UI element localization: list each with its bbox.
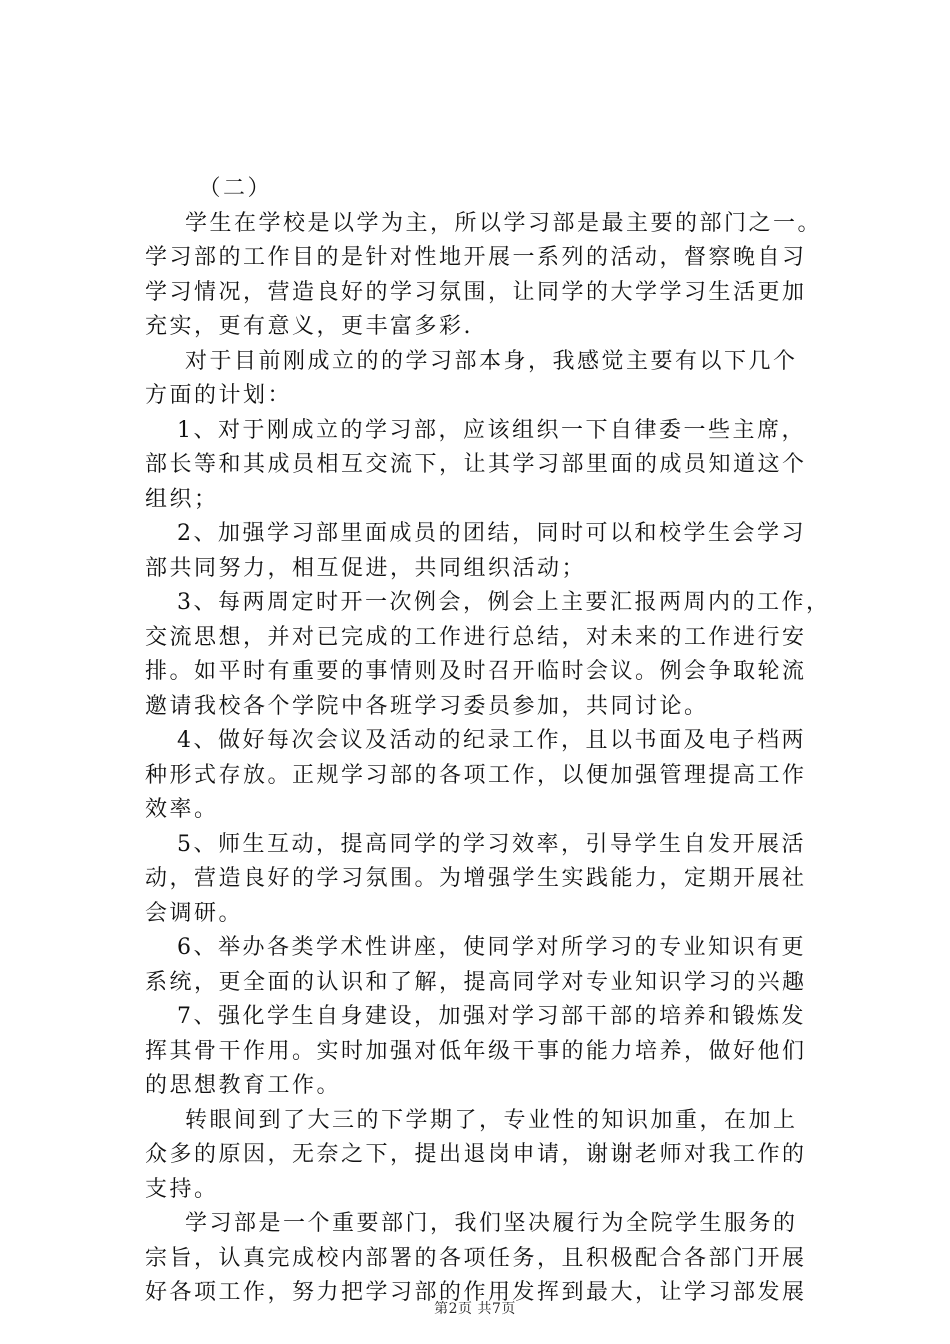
text-line: 5、师生互动，提高同学的学习效率，引导学生自发开展活 xyxy=(177,831,806,857)
text-line: 学习情况，营造良好的学习氛围，让同学的大学学习生活更加 xyxy=(145,279,807,305)
text-line: 7、强化学生自身建设，加强对学习部干部的培养和锻炼发 xyxy=(177,1004,806,1029)
text-line: 充实，更有意义，更丰富多彩. xyxy=(145,314,473,339)
text-line: 排。如平时有重要的事情则及时召开临时会议。例会争取轮流 xyxy=(145,659,807,684)
text-line: 部共同努力，相互促进，共同组织活动； xyxy=(145,555,587,581)
text-line: 学生在学校是以学为主，所以学习部是最主要的部门之一。 xyxy=(185,210,823,236)
text-line: 邀请我校各个学院中各班学习委员参加，共同讨论。 xyxy=(145,693,709,719)
text-line: 3、每两周定时开一次例会，例会上主要汇报两周内的工作， xyxy=(177,590,831,615)
text-line: 系统，更全面的认识和了解，提高同学对专业知识学习的兴趣 xyxy=(145,969,807,995)
text-line: 2、加强学习部里面成员的团结，同时可以和校学生会学习 xyxy=(177,521,806,546)
text-line: 组织； xyxy=(145,486,219,512)
text-line: 众多的原因，无奈之下，提出退岗申请，谢谢老师对我工作的 xyxy=(145,1142,807,1167)
text-line: 学习部是一个重要部门，我们坚决履行为全院学生服务的 xyxy=(185,1211,798,1236)
text-line: 的思想教育工作。 xyxy=(145,1073,342,1098)
text-line: 会调研。 xyxy=(145,900,244,926)
text-line: 交流思想，并对已完成的工作进行总结，对未来的工作进行安 xyxy=(145,624,807,650)
page-footer: 第2页 共7页 xyxy=(434,1301,516,1317)
text-line: 好各项工作，努力把学习部的作用发挥到最大，让学习部发展 xyxy=(145,1280,807,1305)
text-line: （二） xyxy=(185,176,273,201)
text-line: 学习部的工作目的是针对性地开展一系列的活动，督察晚自习 xyxy=(145,245,807,270)
text-line: 方面的计划： xyxy=(145,383,293,408)
text-line: 对于目前刚成立的的学习部本身，我感觉主要有以下几个 xyxy=(185,348,798,374)
text-line: 支持。 xyxy=(145,1176,219,1202)
text-line: 1、对于刚成立的学习部，应该组织一下自律委一些主席， xyxy=(177,417,806,443)
text-line: 宗旨，认真完成校内部署的各项任务，且积极配合各部门开展 xyxy=(145,1245,807,1271)
document-body xyxy=(145,172,835,1311)
text-line: 种形式存放。正规学习部的各项工作，以便加强管理提高工作 xyxy=(145,762,807,788)
text-line: 转眼间到了大三的下学期了，专业性的知识加重，在加上 xyxy=(185,1107,798,1133)
text-line: 挥其骨干作用。实时加强对低年级干事的能力培养，做好他们 xyxy=(145,1038,807,1064)
text-line: 动，营造良好的学习氛围。为增强学生实践能力，定期开展社 xyxy=(145,866,807,891)
text-line: 部长等和其成员相互交流下，让其学习部里面的成员知道这个 xyxy=(145,452,807,477)
text-line: 4、做好每次会议及活动的纪录工作，且以书面及电子档两 xyxy=(177,728,806,753)
text-line: 效率。 xyxy=(145,797,219,822)
text-line: 6、举办各类学术性讲座，使同学对所学习的专业知识有更 xyxy=(177,935,806,960)
